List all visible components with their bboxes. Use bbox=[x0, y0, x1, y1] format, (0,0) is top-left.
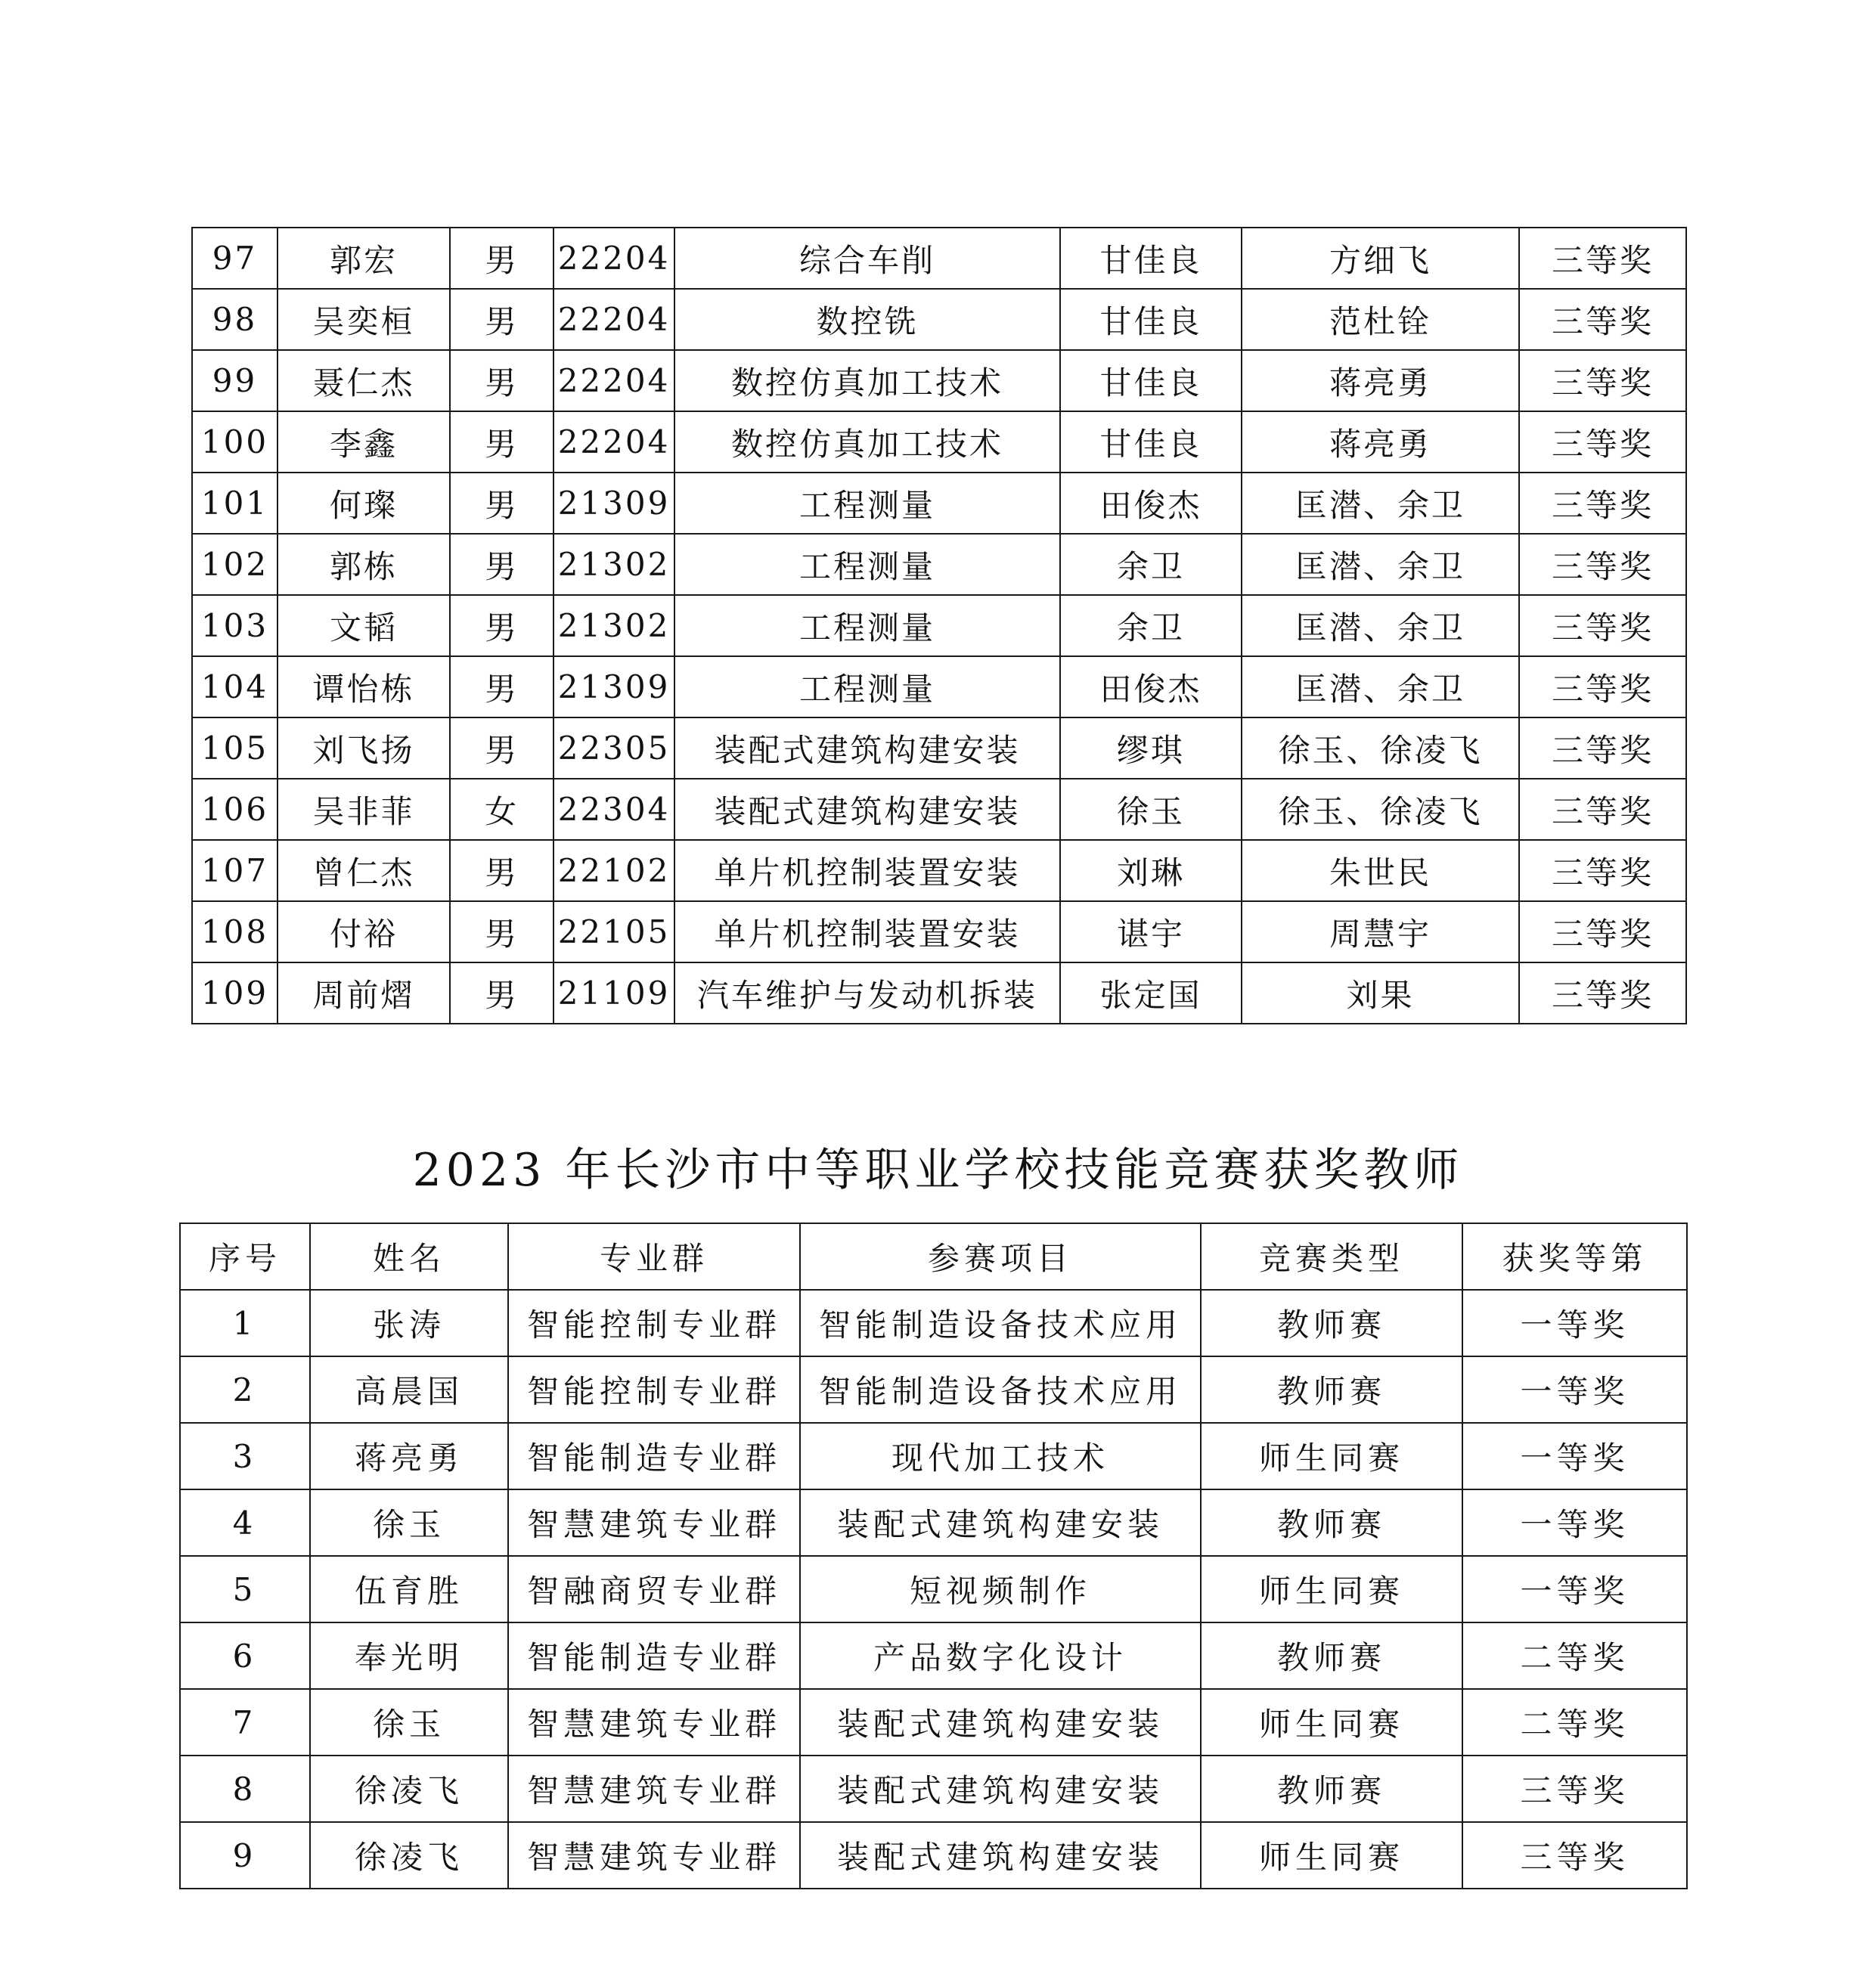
table-cell: 智慧建筑专业群 bbox=[508, 1689, 800, 1756]
teacher-table-header-row bbox=[180, 1223, 1687, 1290]
table-cell: 余卫 bbox=[1060, 595, 1242, 656]
table-cell: 方细飞 bbox=[1242, 228, 1519, 289]
table-row bbox=[192, 228, 1686, 289]
table-cell: 三等奖 bbox=[1519, 473, 1686, 534]
table-cell: 师生同赛 bbox=[1201, 1822, 1462, 1889]
table-cell: 102 bbox=[192, 534, 278, 595]
table-cell: 三等奖 bbox=[1519, 779, 1686, 840]
table-cell: 教师赛 bbox=[1201, 1756, 1462, 1822]
table-cell: 三等奖 bbox=[1519, 595, 1686, 656]
table-cell: 男 bbox=[450, 473, 553, 534]
table-cell: 师生同赛 bbox=[1201, 1689, 1462, 1756]
table-cell: 三等奖 bbox=[1519, 289, 1686, 350]
table-cell: 一等奖 bbox=[1462, 1356, 1687, 1423]
table-cell: 工程测量 bbox=[674, 656, 1060, 717]
table-cell: 蒋亮勇 bbox=[1242, 411, 1519, 473]
table-cell: 9 bbox=[180, 1822, 310, 1889]
table-cell: 数控铣 bbox=[674, 289, 1060, 350]
table-row bbox=[180, 1356, 1687, 1423]
table-cell: 男 bbox=[450, 289, 553, 350]
table-cell: 智能制造设备技术应用 bbox=[800, 1356, 1201, 1423]
table-cell: 徐凌飞 bbox=[310, 1756, 508, 1822]
table-cell: 匡潜、余卫 bbox=[1242, 534, 1519, 595]
table-cell: 单片机控制装置安装 bbox=[674, 901, 1060, 962]
table-row bbox=[192, 411, 1686, 473]
table-cell: 一等奖 bbox=[1462, 1290, 1687, 1356]
table-cell: 22102 bbox=[553, 840, 674, 901]
table-cell: 22204 bbox=[553, 350, 674, 411]
table-cell: 奉光明 bbox=[310, 1622, 508, 1689]
table-cell: 22305 bbox=[553, 717, 674, 779]
table-row bbox=[180, 1489, 1687, 1556]
table-row bbox=[192, 840, 1686, 901]
table-cell: 智慧建筑专业群 bbox=[508, 1489, 800, 1556]
table-cell: 男 bbox=[450, 840, 553, 901]
table-cell: 工程测量 bbox=[674, 473, 1060, 534]
table-cell: 101 bbox=[192, 473, 278, 534]
table-cell: 吴非菲 bbox=[278, 779, 450, 840]
table-cell: 男 bbox=[450, 228, 553, 289]
table-row bbox=[192, 656, 1686, 717]
table-cell: 何璨 bbox=[278, 473, 450, 534]
table-cell: 甘佳良 bbox=[1060, 228, 1242, 289]
table-cell: 三等奖 bbox=[1462, 1822, 1687, 1889]
table-cell: 徐玉 bbox=[310, 1689, 508, 1756]
table-cell: 103 bbox=[192, 595, 278, 656]
table-cell: 104 bbox=[192, 656, 278, 717]
table-cell: 现代加工技术 bbox=[800, 1423, 1201, 1489]
table-cell: 教师赛 bbox=[1201, 1622, 1462, 1689]
table-cell: 田俊杰 bbox=[1060, 656, 1242, 717]
table-row bbox=[192, 962, 1686, 1024]
table-cell: 智融商贸专业群 bbox=[508, 1556, 800, 1622]
table-cell: 蒋亮勇 bbox=[310, 1423, 508, 1489]
table-cell: 文韬 bbox=[278, 595, 450, 656]
table-row bbox=[192, 901, 1686, 962]
table-cell: 蒋亮勇 bbox=[1242, 350, 1519, 411]
table-cell: 三等奖 bbox=[1519, 534, 1686, 595]
table-cell: 22204 bbox=[553, 228, 674, 289]
student-award-table bbox=[191, 227, 1687, 1024]
table-cell: 张定国 bbox=[1060, 962, 1242, 1024]
table-cell: 谌宇 bbox=[1060, 901, 1242, 962]
table-row bbox=[180, 1423, 1687, 1489]
table-cell: 装配式建筑构建安装 bbox=[800, 1689, 1201, 1756]
table-cell: 女 bbox=[450, 779, 553, 840]
table-row bbox=[192, 534, 1686, 595]
table-cell: 107 bbox=[192, 840, 278, 901]
table-cell: 二等奖 bbox=[1462, 1689, 1687, 1756]
table-cell: 郭栋 bbox=[278, 534, 450, 595]
table-cell: 男 bbox=[450, 350, 553, 411]
table-row bbox=[192, 350, 1686, 411]
table-cell: 师生同赛 bbox=[1201, 1556, 1462, 1622]
table-row bbox=[192, 473, 1686, 534]
table-cell: 徐凌飞 bbox=[310, 1822, 508, 1889]
table-cell: 22204 bbox=[553, 289, 674, 350]
table-cell: 吴奕桓 bbox=[278, 289, 450, 350]
table-cell: 1 bbox=[180, 1290, 310, 1356]
table-cell: 徐玉 bbox=[310, 1489, 508, 1556]
table-cell: 21302 bbox=[553, 595, 674, 656]
table-cell: 范杜铨 bbox=[1242, 289, 1519, 350]
table-cell: 田俊杰 bbox=[1060, 473, 1242, 534]
header-cell-event: 参赛项目 bbox=[800, 1223, 1201, 1290]
table-cell: 装配式建筑构建安装 bbox=[674, 717, 1060, 779]
table-cell: 付裕 bbox=[278, 901, 450, 962]
table-cell: 一等奖 bbox=[1462, 1423, 1687, 1489]
header-cell-index: 序号 bbox=[180, 1223, 310, 1290]
table-cell: 聂仁杰 bbox=[278, 350, 450, 411]
table-row bbox=[192, 595, 1686, 656]
table-cell: 智能制造专业群 bbox=[508, 1423, 800, 1489]
table-cell: 三等奖 bbox=[1519, 840, 1686, 901]
table-cell: 曾仁杰 bbox=[278, 840, 450, 901]
table-cell: 三等奖 bbox=[1519, 717, 1686, 779]
table-row bbox=[192, 289, 1686, 350]
table-cell: 徐玉、徐凌飞 bbox=[1242, 779, 1519, 840]
table-cell: 男 bbox=[450, 534, 553, 595]
table-cell: 三等奖 bbox=[1519, 350, 1686, 411]
table-cell: 甘佳良 bbox=[1060, 289, 1242, 350]
table-cell: 22105 bbox=[553, 901, 674, 962]
table-cell: 智能制造设备技术应用 bbox=[800, 1290, 1201, 1356]
table-cell: 教师赛 bbox=[1201, 1290, 1462, 1356]
table-row bbox=[180, 1290, 1687, 1356]
table-cell: 105 bbox=[192, 717, 278, 779]
table-cell: 7 bbox=[180, 1689, 310, 1756]
table-cell: 朱世民 bbox=[1242, 840, 1519, 901]
table-cell: 21309 bbox=[553, 473, 674, 534]
table-cell: 男 bbox=[450, 962, 553, 1024]
student-table-body bbox=[192, 228, 1686, 1024]
table-cell: 三等奖 bbox=[1519, 962, 1686, 1024]
table-cell: 8 bbox=[180, 1756, 310, 1822]
table-cell: 谭怡栋 bbox=[278, 656, 450, 717]
table-row bbox=[192, 717, 1686, 779]
table-cell: 智能制造专业群 bbox=[508, 1622, 800, 1689]
table-cell: 三等奖 bbox=[1462, 1756, 1687, 1822]
header-cell-group: 专业群 bbox=[508, 1223, 800, 1290]
table-cell: 4 bbox=[180, 1489, 310, 1556]
table-row bbox=[180, 1756, 1687, 1822]
table-cell: 单片机控制装置安装 bbox=[674, 840, 1060, 901]
table-cell: 21309 bbox=[553, 656, 674, 717]
table-cell: 男 bbox=[450, 901, 553, 962]
table-cell: 余卫 bbox=[1060, 534, 1242, 595]
table-cell: 缪琪 bbox=[1060, 717, 1242, 779]
table-cell: 21302 bbox=[553, 534, 674, 595]
table-cell: 装配式建筑构建安装 bbox=[800, 1822, 1201, 1889]
table-cell: 98 bbox=[192, 289, 278, 350]
table-cell: 三等奖 bbox=[1519, 656, 1686, 717]
table-cell: 教师赛 bbox=[1201, 1356, 1462, 1423]
table-cell: 三等奖 bbox=[1519, 411, 1686, 473]
table-cell: 产品数字化设计 bbox=[800, 1622, 1201, 1689]
table-cell: 刘果 bbox=[1242, 962, 1519, 1024]
header-cell-type: 竞赛类型 bbox=[1201, 1223, 1462, 1290]
table-cell: 工程测量 bbox=[674, 534, 1060, 595]
table-cell: 智慧建筑专业群 bbox=[508, 1822, 800, 1889]
table-cell: 装配式建筑构建安装 bbox=[674, 779, 1060, 840]
table-cell: 周前熠 bbox=[278, 962, 450, 1024]
table-cell: 张涛 bbox=[310, 1290, 508, 1356]
table-cell: 22204 bbox=[553, 411, 674, 473]
table-cell: 伍育胜 bbox=[310, 1556, 508, 1622]
table-cell: 装配式建筑构建安装 bbox=[800, 1756, 1201, 1822]
table-cell: 22304 bbox=[553, 779, 674, 840]
table-cell: 21109 bbox=[553, 962, 674, 1024]
table-cell: 三等奖 bbox=[1519, 901, 1686, 962]
table-cell: 2 bbox=[180, 1356, 310, 1423]
table-cell: 工程测量 bbox=[674, 595, 1060, 656]
table-cell: 三等奖 bbox=[1519, 228, 1686, 289]
table-row bbox=[180, 1556, 1687, 1622]
table-row bbox=[180, 1689, 1687, 1756]
table-cell: 匡潜、余卫 bbox=[1242, 595, 1519, 656]
table-cell: 综合车削 bbox=[674, 228, 1060, 289]
table-cell: 智能控制专业群 bbox=[508, 1356, 800, 1423]
table-cell: 刘琳 bbox=[1060, 840, 1242, 901]
table-cell: 男 bbox=[450, 595, 553, 656]
table-cell: 师生同赛 bbox=[1201, 1423, 1462, 1489]
table-cell: 数控仿真加工技术 bbox=[674, 350, 1060, 411]
header-cell-name: 姓名 bbox=[310, 1223, 508, 1290]
table-cell: 短视频制作 bbox=[800, 1556, 1201, 1622]
table-cell: 徐玉、徐凌飞 bbox=[1242, 717, 1519, 779]
table-cell: 一等奖 bbox=[1462, 1556, 1687, 1622]
table-cell: 6 bbox=[180, 1622, 310, 1689]
table-cell: 汽车维护与发动机拆装 bbox=[674, 962, 1060, 1024]
table-cell: 徐玉 bbox=[1060, 779, 1242, 840]
table-cell: 3 bbox=[180, 1423, 310, 1489]
table-cell: 匡潜、余卫 bbox=[1242, 473, 1519, 534]
table-cell: 郭宏 bbox=[278, 228, 450, 289]
table-cell: 甘佳良 bbox=[1060, 350, 1242, 411]
teacher-table-body bbox=[180, 1290, 1687, 1889]
table-cell: 5 bbox=[180, 1556, 310, 1622]
table-cell: 男 bbox=[450, 656, 553, 717]
table-cell: 109 bbox=[192, 962, 278, 1024]
table-cell: 智慧建筑专业群 bbox=[508, 1756, 800, 1822]
table-cell: 男 bbox=[450, 717, 553, 779]
table-cell: 男 bbox=[450, 411, 553, 473]
table-cell: 100 bbox=[192, 411, 278, 473]
table-cell: 教师赛 bbox=[1201, 1489, 1462, 1556]
table-cell: 匡潜、余卫 bbox=[1242, 656, 1519, 717]
table-row bbox=[192, 779, 1686, 840]
table-cell: 刘飞扬 bbox=[278, 717, 450, 779]
table-cell: 数控仿真加工技术 bbox=[674, 411, 1060, 473]
table-cell: 装配式建筑构建安装 bbox=[800, 1489, 1201, 1556]
table-cell: 97 bbox=[192, 228, 278, 289]
header-cell-award: 获奖等第 bbox=[1462, 1223, 1687, 1290]
table-cell: 二等奖 bbox=[1462, 1622, 1687, 1689]
table-row bbox=[180, 1622, 1687, 1689]
table-cell: 一等奖 bbox=[1462, 1489, 1687, 1556]
teacher-award-table bbox=[179, 1223, 1688, 1889]
table-row bbox=[180, 1822, 1687, 1889]
table-cell: 108 bbox=[192, 901, 278, 962]
table-cell: 106 bbox=[192, 779, 278, 840]
table-cell: 智能控制专业群 bbox=[508, 1290, 800, 1356]
table-cell: 甘佳良 bbox=[1060, 411, 1242, 473]
teacher-table-title: 2023 年长沙市中等职业学校技能竞赛获奖教师 bbox=[412, 1144, 1464, 1197]
table-cell: 周慧宇 bbox=[1242, 901, 1519, 962]
table-cell: 99 bbox=[192, 350, 278, 411]
table-cell: 李鑫 bbox=[278, 411, 450, 473]
table-cell: 高晨国 bbox=[310, 1356, 508, 1423]
